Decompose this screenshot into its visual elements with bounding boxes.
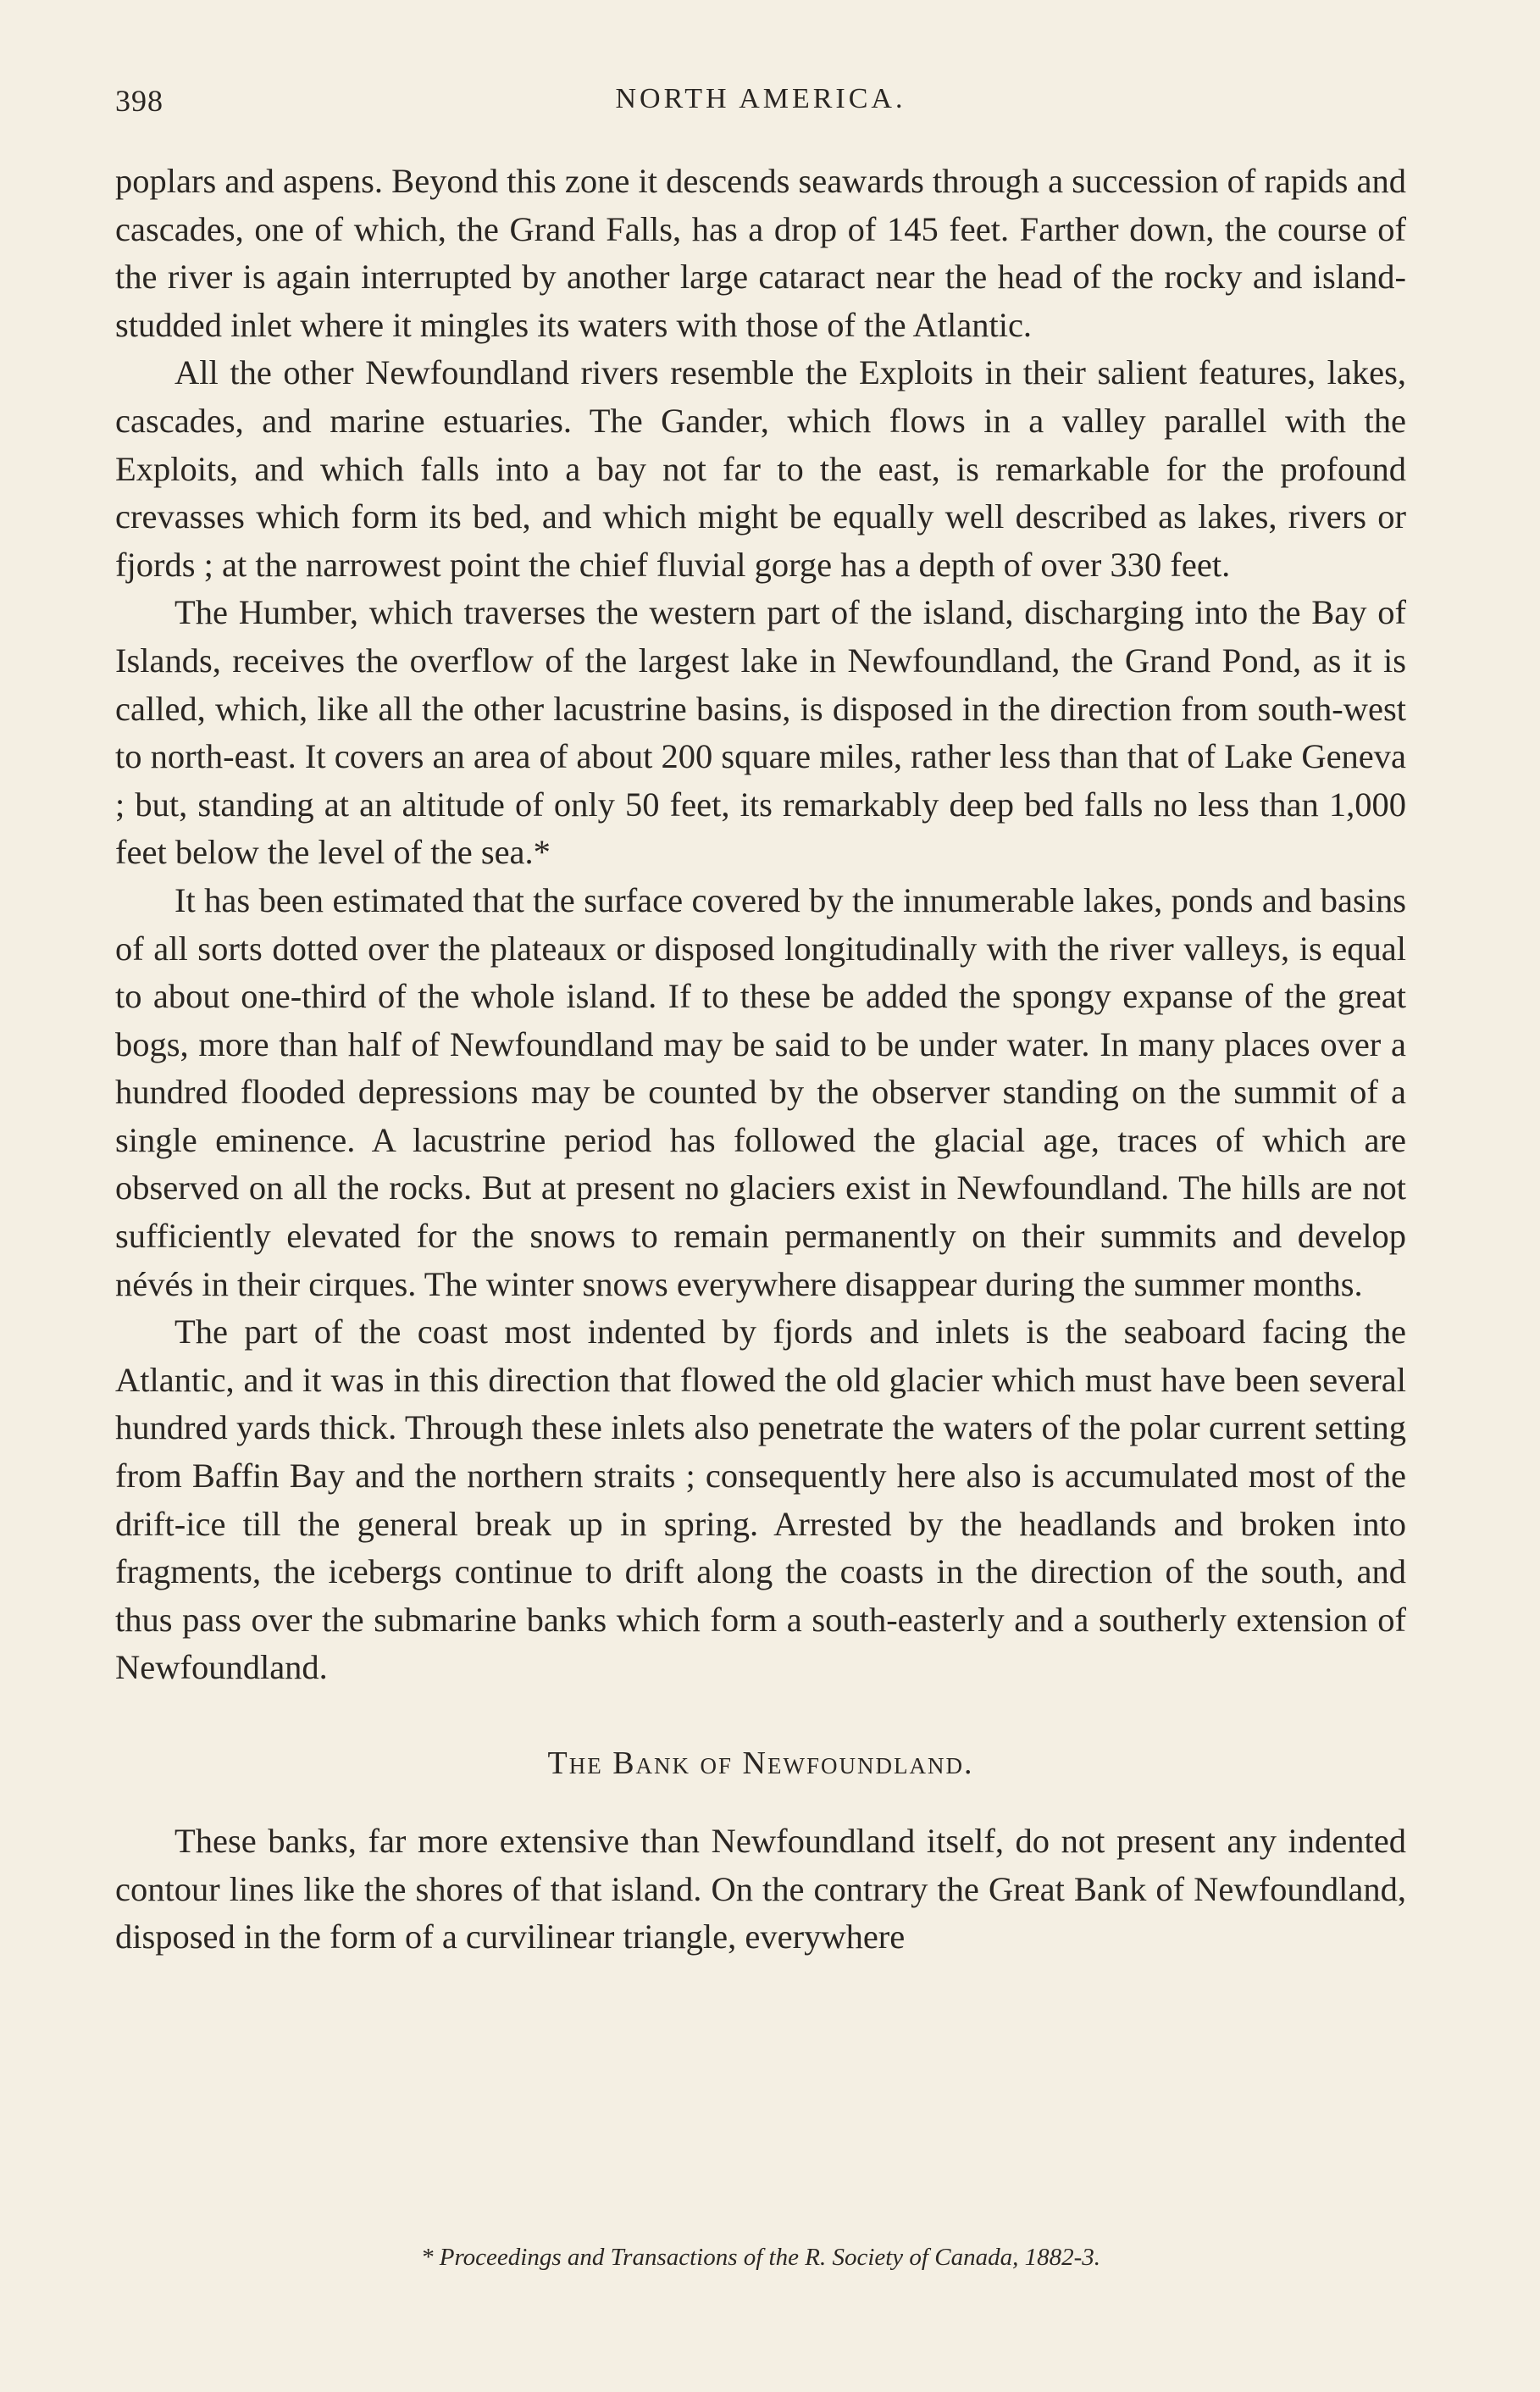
paragraph-5: The part of the coast most indented by fjords and inlets is the seaboard facing the Atlantic, and it was in this direction that flowed the old glacier which must have been several hundred yards thick. Through these inlets also penetrate the waters of the polar current setting from Baffin Bay and the northern straits ; consequently here also is accumulated most of the drift-ice till the general break up in spring. Arrested by the headlands and broken into fragments, the icebergs continue to drift along the coasts in the direction of the south, and thus pass over the submarine banks which form a south-easterly and a southerly extension of Newfoundland.: [115, 1313, 1406, 1687]
footnote: * Proceedings and Transactions of the R. Society of Canada, 1882-3.: [421, 2244, 1100, 2271]
paragraph-3: The Humber, which traverses the western part of the island, discharging into the Bay of Islands, receives the overflow of the largest lake in Newfoundland, the Grand Pond, as it is called, which, like all the other lacustrine basins, is disposed in the direction from south-west to north-east. It covers an area of about 200 square miles, rather less than that of Lake Geneva ; but, standing at an altitude of only 50 feet, its remarkably deep bed falls no less than 1,000 feet below the level of the sea.*: [115, 593, 1406, 872]
paragraph-1: poplars and aspens. Beyond this zone it descends seawards through a succession of rapids and cascades, one of which, the Grand Falls, has a drop of 145 feet. Farther down, the course of the river is again interrupted by another large cataract near the head of the rocky and island-studded inlet where it mingles its waters with those of the Atlantic.: [115, 162, 1407, 344]
section-paragraph: These banks, far more extensive than Newfoundland itself, do not present any indented contour lines like the shores of that island. On the contrary the Great Bank of Newfoundland, disposed in the form of a curvilinear triangle, everywhere: [115, 1822, 1406, 1956]
page-header: [115, 83, 1406, 130]
page-number: 398: [115, 84, 163, 118]
paragraph-2: All the other Newfoundland rivers resemble the Exploits in their salient features, lakes, cascades, and marine estuaries. The Gander, which flows in a valley parallel with the Exploits, and which falls into a bay not far to the east, is remarkable for the profound crevasses which form its bed, and which might be equally well described as lakes, rivers or fjords ; at the narrowest point the chief fluvial gorge has a depth of over 330 feet.: [115, 353, 1406, 584]
body-text: [115, 158, 1406, 1962]
running-title: NORTH AMERICA.: [615, 83, 906, 114]
section-heading: The Bank of Newfoundland.: [547, 1745, 974, 1781]
paragraph-4: It has been estimated that the surface covered by the innumerable lakes, ponds and basins of all sorts dotted over the plateaux or disposed longitudinally with the river valleys, is equal to about one-third of the whole island. If to these be added the spongy expanse of the great bogs, more than half of Newfoundland may be said to be under water. In many places over a hundred flooded depressions may be counted by the observer standing on the summit of a single eminence. A lacustrine period has followed the glacial age, traces of which are observed on all the rocks. But at present no glaciers exist in Newfoundland. The hills are not sufficiently elevated for the snows to remain permanently on their summits and develop névés in their cirques. The winter snows everywhere disappear during the summer months.: [115, 880, 1406, 1303]
